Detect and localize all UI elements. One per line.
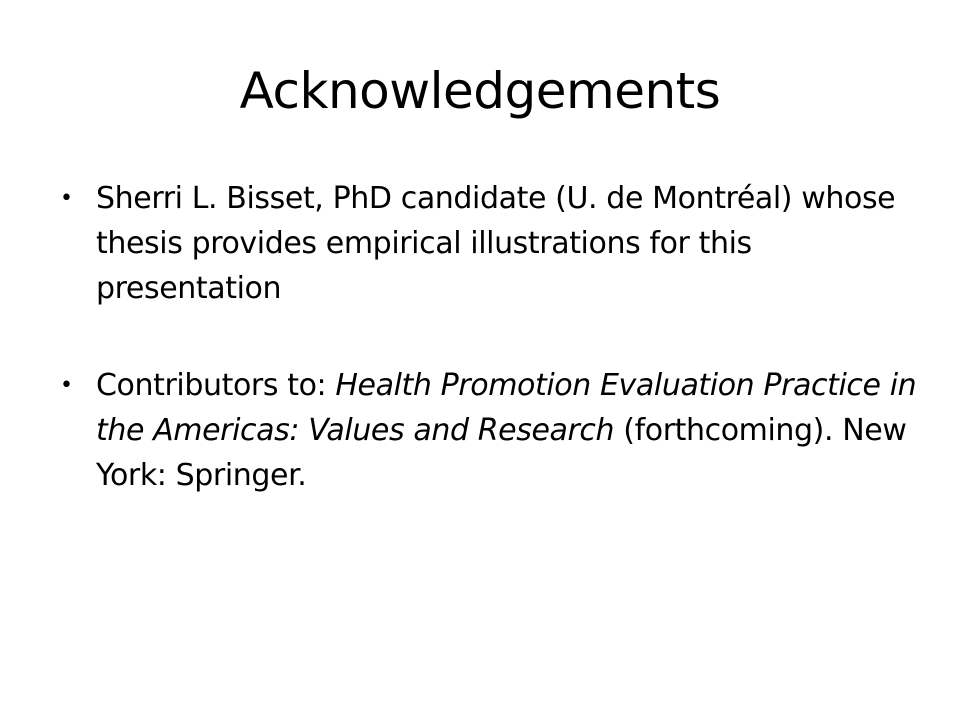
bullet-list (60, 176, 920, 498)
bullet-item-bisset (60, 176, 920, 311)
bullet-marker: • (60, 186, 73, 211)
slide-title: Acknowledgements (239, 62, 721, 120)
bullet-text-bisset: Sherri L. Bisset, PhD candidate (U. de Montréal) whose thesis provides empirical illustrations for this presentation (96, 181, 896, 306)
bullet-marker: • (60, 373, 73, 398)
bullet-prefix: Contributors to: (96, 368, 336, 403)
bullet-item-contributors (60, 363, 920, 498)
bullet-suffix: (forthcoming). New York: Springer. (96, 413, 907, 493)
book-title: Health Promotion Evaluation Practice in the Americas: Values and Research (96, 368, 917, 448)
